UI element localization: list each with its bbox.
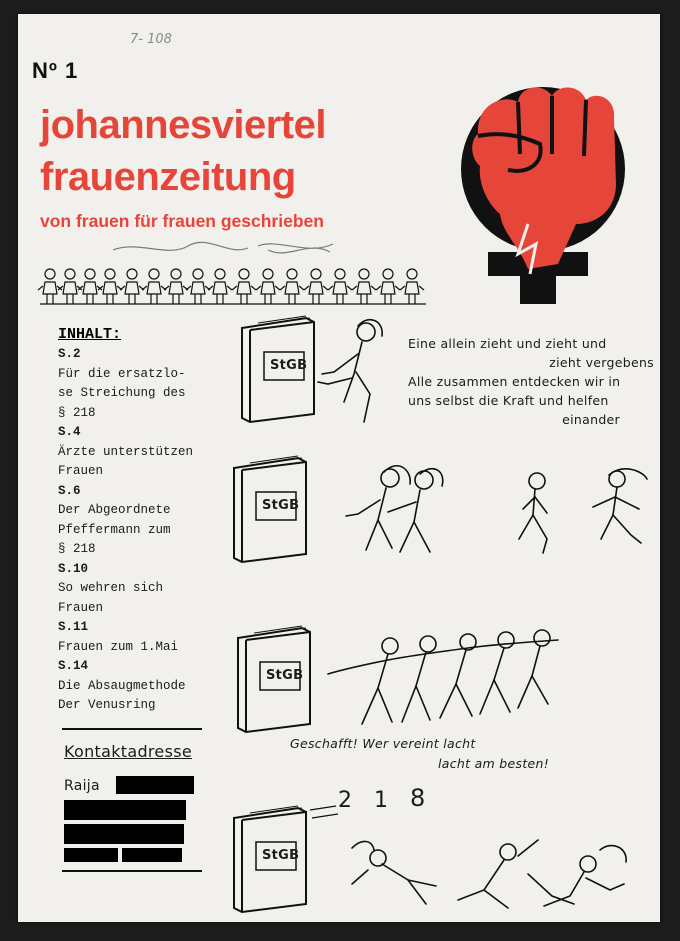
toc-entry-line: Frauen zum 1.Mai — [58, 639, 179, 654]
masthead-title-line1: johannesviertel — [40, 103, 326, 147]
toc-page-number: S.6 — [58, 483, 81, 498]
redaction-bar — [122, 848, 182, 862]
book-label: StGB — [270, 358, 308, 373]
toc-entry — [58, 657, 223, 716]
table-of-contents — [58, 326, 223, 716]
book-label: StGB — [262, 848, 300, 863]
raised-fist-venus-symbol-icon — [448, 74, 648, 294]
count-number: 2 — [338, 788, 353, 813]
toc-entry-line: § 218 — [58, 405, 96, 420]
book-label: StGB — [262, 498, 300, 513]
caption-line: uns selbst die Kraft und helfen — [408, 393, 609, 408]
contact-name-prefix: Raija — [64, 778, 100, 794]
count-number: 8 — [410, 784, 426, 812]
redaction-bar — [116, 776, 194, 794]
caption-middle-line1: Geschafft! Wer vereint lacht — [290, 736, 476, 751]
redaction-bar — [64, 848, 118, 862]
toc-entry-line: Die Absaugmethode — [58, 678, 186, 693]
issue-number: Nº 1 — [32, 58, 79, 83]
redaction-bar — [64, 800, 186, 820]
caption-line: zieht vergebens — [549, 355, 654, 370]
toc-page-number: S.14 — [58, 659, 89, 673]
toc-entry — [58, 560, 223, 619]
toc-entry-line: se Streichung des — [58, 386, 186, 400]
caption-line: Eine allein zieht und zieht und — [408, 336, 607, 351]
caption-line: einander — [562, 412, 620, 427]
illustration-women-pulling — [298, 314, 658, 914]
book-label: StGB — [266, 668, 304, 683]
toc-entry-line: Pfeffermann zum — [58, 522, 171, 537]
toc-entry — [58, 345, 223, 423]
woman-figure — [318, 320, 382, 422]
toc-heading: INHALT: — [58, 326, 122, 343]
contact-divider-bottom — [62, 870, 202, 872]
contact-heading: Kontaktadresse — [64, 742, 192, 761]
caption-middle-line2: lacht am besten! — [438, 756, 550, 771]
count-number: 1 — [374, 788, 389, 813]
ink-scribble — [108, 236, 338, 266]
toc-page-number: S.2 — [58, 347, 81, 361]
masthead-subtitle: von frauen für frauen geschrieben — [40, 211, 324, 231]
archive-mark: 7- 108 — [130, 32, 172, 47]
toc-entry-line: Ärzte unterstützen — [58, 444, 194, 459]
toc-entry-line: Für die ersatzlo- — [58, 366, 186, 381]
toc-entry-line: So wehren sich — [58, 581, 164, 595]
toc-entry — [58, 423, 223, 482]
toc-entry-line: Der Abgeordnete — [58, 503, 171, 517]
toc-page-number: S.11 — [58, 620, 89, 634]
toc-entry-line: Der Venusring — [58, 698, 156, 712]
chain-of-girls-holding-hands — [38, 264, 428, 312]
toc-entry-line: § 218 — [58, 542, 96, 556]
toc-list — [58, 345, 223, 716]
redaction-bar — [64, 824, 184, 844]
toc-entry-line: Frauen — [58, 600, 104, 615]
toc-page-number: S.4 — [58, 425, 81, 439]
newspaper-page — [18, 14, 660, 922]
masthead-title-line2: frauenzeitung — [40, 155, 296, 199]
toc-entry-line: Frauen — [58, 464, 104, 478]
contact-divider-top — [62, 728, 202, 730]
toc-entry — [58, 618, 223, 657]
toc-entry — [58, 482, 223, 560]
caption-line: Alle zusammen entdecken wir in — [408, 374, 621, 389]
toc-page-number: S.10 — [58, 561, 89, 576]
